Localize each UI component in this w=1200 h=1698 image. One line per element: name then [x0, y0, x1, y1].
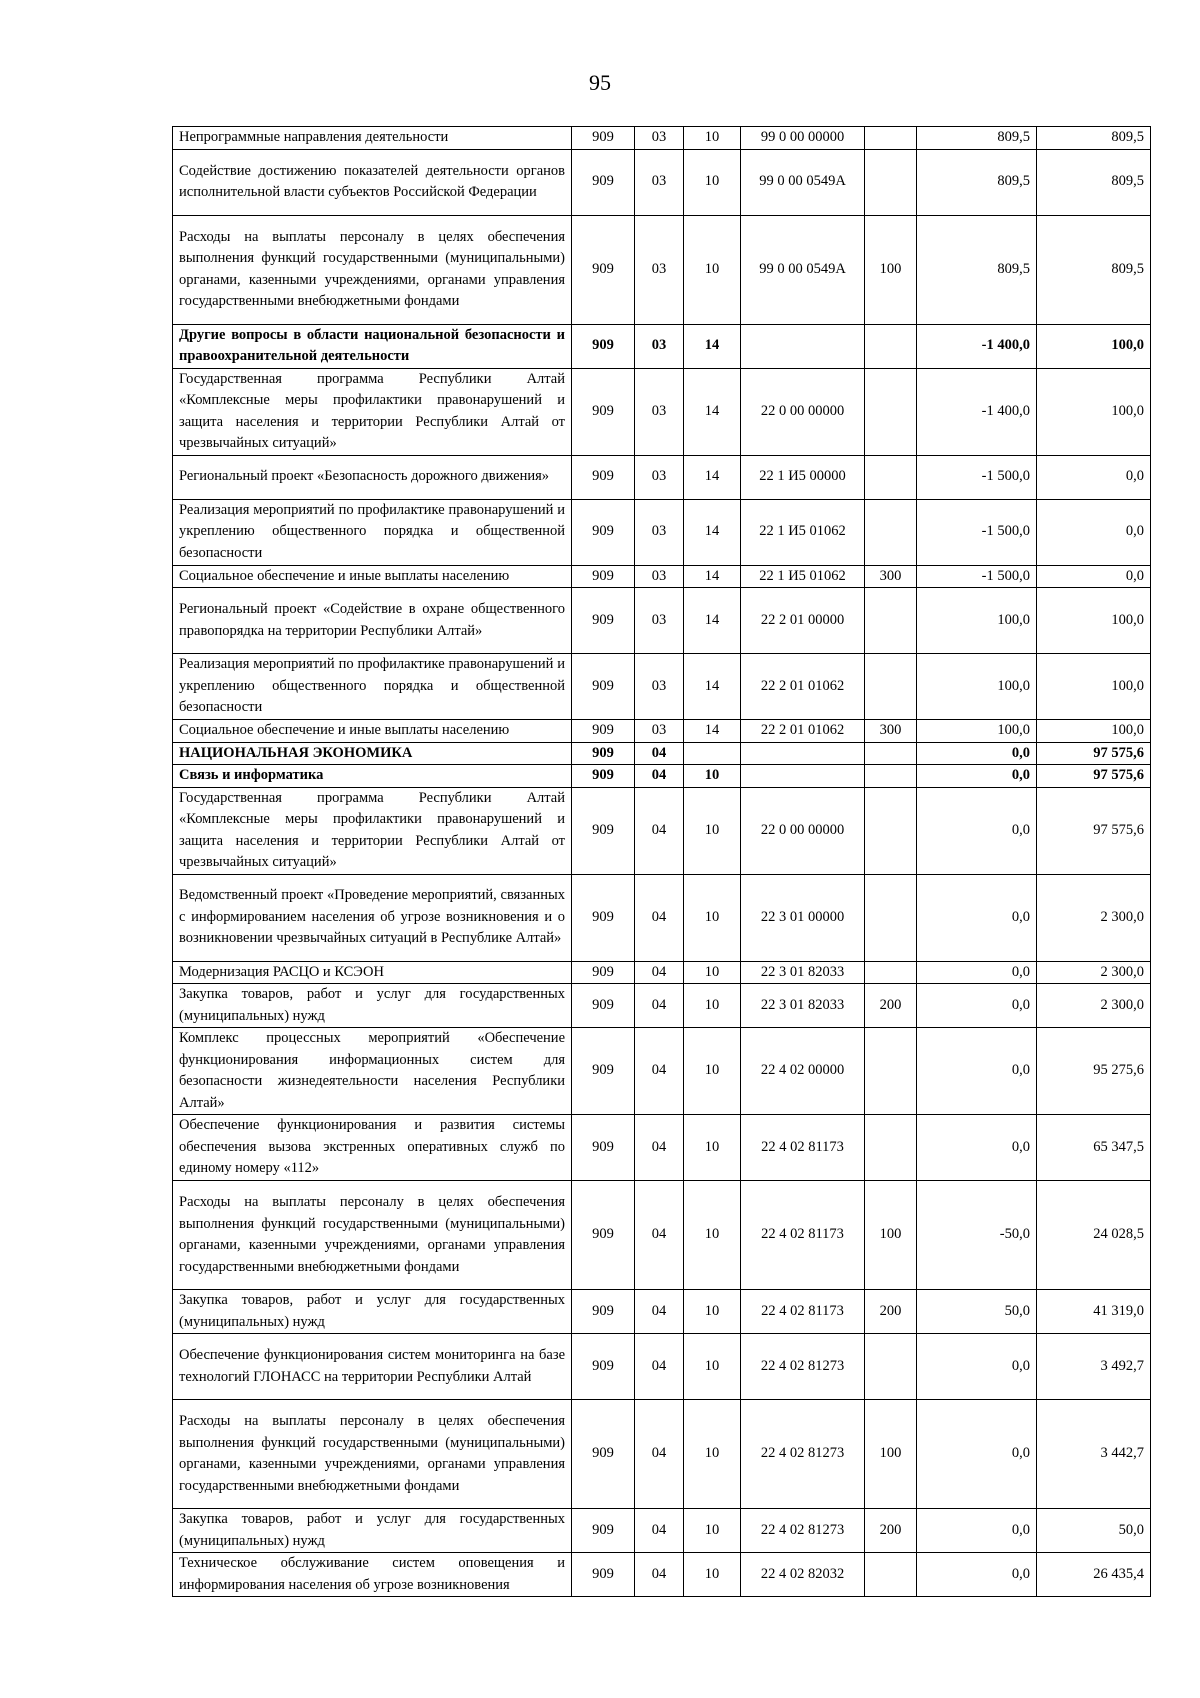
target-article-code: 22 4 02 81173 — [741, 1115, 865, 1181]
amount-change: 100,0 — [917, 654, 1037, 720]
amount-total: 809,5 — [1037, 149, 1151, 215]
amount-change: 0,0 — [917, 1028, 1037, 1115]
amount-total: 0,0 — [1037, 499, 1151, 565]
row-description: Закупка товаров, работ и услуг для государственных (муниципальных) нужд — [173, 984, 572, 1028]
expense-type-code — [865, 765, 917, 788]
expense-type-code — [865, 1334, 917, 1400]
target-article-code: 22 4 02 00000 — [741, 1028, 865, 1115]
table-row — [173, 984, 1151, 1028]
row-description: Расходы на выплаты персоналу в целях обеспечения выполнения функций государственными (муниципальными) органами, казенными учреждениями, органами управления государственными внебюджетными фондами — [173, 1400, 572, 1509]
expense-type-code — [865, 961, 917, 984]
subsection-code: 10 — [684, 1400, 741, 1509]
amount-change: 0,0 — [917, 961, 1037, 984]
row-description: Региональный проект «Содействие в охране общественного правопорядка на территории Республики Алтай» — [173, 588, 572, 654]
section-code: 04 — [635, 742, 684, 765]
department-code: 909 — [572, 654, 635, 720]
department-code: 909 — [572, 1553, 635, 1597]
amount-total: 97 575,6 — [1037, 742, 1151, 765]
expense-type-code — [865, 499, 917, 565]
table-row — [173, 765, 1151, 788]
department-code: 909 — [572, 565, 635, 588]
target-article-code: 22 1 И5 01062 — [741, 499, 865, 565]
subsection-code: 10 — [684, 1115, 741, 1181]
table-row — [173, 1028, 1151, 1115]
subsection-code: 14 — [684, 455, 741, 499]
table-row — [173, 455, 1151, 499]
expense-type-code — [865, 588, 917, 654]
amount-change: 100,0 — [917, 588, 1037, 654]
department-code: 909 — [572, 874, 635, 961]
section-code: 04 — [635, 961, 684, 984]
amount-total: 0,0 — [1037, 455, 1151, 499]
amount-total: 3 492,7 — [1037, 1334, 1151, 1400]
subsection-code: 14 — [684, 720, 741, 743]
table-row — [173, 127, 1151, 150]
subsection-code: 10 — [684, 127, 741, 150]
subsection-code: 14 — [684, 565, 741, 588]
row-description: Региональный проект «Безопасность дорожного движения» — [173, 455, 572, 499]
row-description: Ведомственный проект «Проведение мероприятий, связанных с информированием населения об угрозе возникновения и о возникновении чрезвычайных ситуаций в Республике Алтай» — [173, 874, 572, 961]
row-description: Обеспечение функционирования систем мониторинга на базе технологий ГЛОНАСС на территории Республики Алтай — [173, 1334, 572, 1400]
amount-total: 100,0 — [1037, 720, 1151, 743]
amount-change: 100,0 — [917, 720, 1037, 743]
row-description: Содействие достижению показателей деятельности органов исполнительной власти субъектов Российской Федерации — [173, 149, 572, 215]
department-code: 909 — [572, 215, 635, 324]
row-description: Комплекс процессных мероприятий «Обеспечение функционирования информационных систем для безопасности жизнедеятельности населения Республики Алтай» — [173, 1028, 572, 1115]
table-row — [173, 787, 1151, 874]
amount-total: 2 300,0 — [1037, 984, 1151, 1028]
table-row — [173, 961, 1151, 984]
section-code: 03 — [635, 654, 684, 720]
department-code: 909 — [572, 742, 635, 765]
amount-change: -1 500,0 — [917, 565, 1037, 588]
amount-total: 809,5 — [1037, 127, 1151, 150]
row-description: Социальное обеспечение и иные выплаты населению — [173, 720, 572, 743]
subsection-code: 14 — [684, 368, 741, 455]
amount-total: 3 442,7 — [1037, 1400, 1151, 1509]
row-description: Государственная программа Республики Алтай «Комплексные меры профилактики правонарушений и защита населения и территории Республики Алтай от чрезвычайных ситуаций» — [173, 368, 572, 455]
amount-total: 2 300,0 — [1037, 874, 1151, 961]
section-code: 04 — [635, 1553, 684, 1597]
row-description: Закупка товаров, работ и услуг для государственных (муниципальных) нужд — [173, 1509, 572, 1553]
subsection-code: 10 — [684, 215, 741, 324]
table-row — [173, 588, 1151, 654]
amount-total: 50,0 — [1037, 1509, 1151, 1553]
amount-total: 97 575,6 — [1037, 787, 1151, 874]
row-description: НАЦИОНАЛЬНАЯ ЭКОНОМИКА — [173, 742, 572, 765]
row-description: Расходы на выплаты персоналу в целях обеспечения выполнения функций государственными (муниципальными) органами, казенными учреждениями, органами управления государственными внебюджетными фондами — [173, 1181, 572, 1290]
section-code: 04 — [635, 765, 684, 788]
table-row — [173, 368, 1151, 455]
amount-total: 65 347,5 — [1037, 1115, 1151, 1181]
amount-change: 0,0 — [917, 1334, 1037, 1400]
department-code: 909 — [572, 1290, 635, 1334]
department-code: 909 — [572, 149, 635, 215]
department-code: 909 — [572, 984, 635, 1028]
row-description: Связь и информатика — [173, 765, 572, 788]
subsection-code: 10 — [684, 765, 741, 788]
row-description: Техническое обслуживание систем оповещения и информирования населения об угрозе возникновения — [173, 1553, 572, 1597]
target-article-code: 22 2 01 01062 — [741, 720, 865, 743]
section-code: 04 — [635, 1181, 684, 1290]
subsection-code: 14 — [684, 499, 741, 565]
amount-total: 2 300,0 — [1037, 961, 1151, 984]
amount-change: -1 500,0 — [917, 455, 1037, 499]
subsection-code: 14 — [684, 654, 741, 720]
row-description: Расходы на выплаты персоналу в целях обеспечения выполнения функций государственными (муниципальными) органами, казенными учреждениями, органами управления государственными внебюджетными фондами — [173, 215, 572, 324]
department-code: 909 — [572, 787, 635, 874]
target-article-code: 22 3 01 82033 — [741, 961, 865, 984]
department-code: 909 — [572, 1334, 635, 1400]
row-description: Обеспечение функционирования и развития системы обеспечения вызова экстренных оперативных служб по единому номеру «112» — [173, 1115, 572, 1181]
section-code: 03 — [635, 720, 684, 743]
section-code: 04 — [635, 1290, 684, 1334]
amount-change: 0,0 — [917, 1115, 1037, 1181]
subsection-code — [684, 742, 741, 765]
target-article-code: 99 0 00 00000 — [741, 127, 865, 150]
expense-type-code — [865, 874, 917, 961]
department-code: 909 — [572, 1115, 635, 1181]
expense-type-code — [865, 127, 917, 150]
amount-total: 100,0 — [1037, 368, 1151, 455]
amount-change: 0,0 — [917, 1553, 1037, 1597]
amount-change: 50,0 — [917, 1290, 1037, 1334]
department-code: 909 — [572, 368, 635, 455]
department-code: 909 — [572, 1509, 635, 1553]
page-number: 95 — [589, 70, 611, 95]
expense-type-code: 300 — [865, 720, 917, 743]
row-description: Реализация мероприятий по профилактике правонарушений и укреплению общественного порядка и общественной безопасности — [173, 499, 572, 565]
expense-type-code — [865, 1553, 917, 1597]
amount-change: 0,0 — [917, 742, 1037, 765]
subsection-code: 10 — [684, 984, 741, 1028]
subsection-code: 10 — [684, 787, 741, 874]
amount-change: 809,5 — [917, 127, 1037, 150]
amount-change: 809,5 — [917, 215, 1037, 324]
section-code: 03 — [635, 588, 684, 654]
table-row — [173, 149, 1151, 215]
target-article-code: 22 4 02 81173 — [741, 1290, 865, 1334]
table-row — [173, 742, 1151, 765]
target-article-code: 22 0 00 00000 — [741, 787, 865, 874]
table-body — [173, 127, 1151, 1597]
target-article-code: 22 4 02 81173 — [741, 1181, 865, 1290]
table-row — [173, 215, 1151, 324]
amount-total: 809,5 — [1037, 215, 1151, 324]
amount-change: 0,0 — [917, 874, 1037, 961]
amount-change: 0,0 — [917, 984, 1037, 1028]
department-code: 909 — [572, 455, 635, 499]
expense-type-code — [865, 1115, 917, 1181]
expense-type-code — [865, 742, 917, 765]
target-article-code: 22 2 01 00000 — [741, 588, 865, 654]
amount-total: 26 435,4 — [1037, 1553, 1151, 1597]
section-code: 03 — [635, 215, 684, 324]
subsection-code: 14 — [684, 588, 741, 654]
amount-change: -1 500,0 — [917, 499, 1037, 565]
table-row — [173, 1290, 1151, 1334]
section-code: 04 — [635, 1334, 684, 1400]
department-code: 909 — [572, 961, 635, 984]
department-code: 909 — [572, 324, 635, 368]
target-article-code: 22 4 02 81273 — [741, 1400, 865, 1509]
department-code: 909 — [572, 127, 635, 150]
section-code: 03 — [635, 368, 684, 455]
amount-change: 0,0 — [917, 1400, 1037, 1509]
section-code: 03 — [635, 149, 684, 215]
amount-total: 95 275,6 — [1037, 1028, 1151, 1115]
subsection-code: 10 — [684, 149, 741, 215]
department-code: 909 — [572, 1181, 635, 1290]
amount-change: 0,0 — [917, 1509, 1037, 1553]
expense-type-code: 100 — [865, 215, 917, 324]
table-row — [173, 874, 1151, 961]
section-code: 03 — [635, 499, 684, 565]
row-description: Другие вопросы в области национальной безопасности и правоохранительной деятельности — [173, 324, 572, 368]
target-article-code: 22 0 00 00000 — [741, 368, 865, 455]
subsection-code: 10 — [684, 1334, 741, 1400]
amount-total: 24 028,5 — [1037, 1181, 1151, 1290]
subsection-code: 10 — [684, 1181, 741, 1290]
section-code: 04 — [635, 1115, 684, 1181]
row-description: Реализация мероприятий по профилактике правонарушений и укреплению общественного порядка и общественной безопасности — [173, 654, 572, 720]
target-article-code — [741, 324, 865, 368]
expense-type-code: 100 — [865, 1400, 917, 1509]
amount-total: 100,0 — [1037, 588, 1151, 654]
expense-type-code: 300 — [865, 565, 917, 588]
expense-type-code — [865, 787, 917, 874]
table-row — [173, 654, 1151, 720]
department-code: 909 — [572, 499, 635, 565]
table-row — [173, 1509, 1151, 1553]
amount-change: -1 400,0 — [917, 324, 1037, 368]
amount-change: 0,0 — [917, 765, 1037, 788]
row-description: Закупка товаров, работ и услуг для государственных (муниципальных) нужд — [173, 1290, 572, 1334]
row-description: Социальное обеспечение и иные выплаты населению — [173, 565, 572, 588]
section-code: 04 — [635, 1509, 684, 1553]
subsection-code: 10 — [684, 961, 741, 984]
table-row — [173, 1400, 1151, 1509]
expense-type-code — [865, 324, 917, 368]
amount-change: 0,0 — [917, 787, 1037, 874]
expense-type-code: 100 — [865, 1181, 917, 1290]
row-description: Непрограммные направления деятельности — [173, 127, 572, 150]
expense-type-code: 200 — [865, 1290, 917, 1334]
target-article-code: 22 2 01 01062 — [741, 654, 865, 720]
expense-type-code — [865, 455, 917, 499]
target-article-code — [741, 742, 865, 765]
subsection-code: 10 — [684, 1509, 741, 1553]
table-row — [173, 1334, 1151, 1400]
section-code: 04 — [635, 787, 684, 874]
department-code: 909 — [572, 720, 635, 743]
target-article-code: 22 1 И5 01062 — [741, 565, 865, 588]
table-row — [173, 499, 1151, 565]
subsection-code: 14 — [684, 324, 741, 368]
amount-total: 97 575,6 — [1037, 765, 1151, 788]
department-code: 909 — [572, 1400, 635, 1509]
budget-table — [172, 126, 1151, 1597]
target-article-code — [741, 765, 865, 788]
section-code: 04 — [635, 984, 684, 1028]
expense-type-code — [865, 1028, 917, 1115]
amount-total: 100,0 — [1037, 324, 1151, 368]
target-article-code: 22 4 02 81273 — [741, 1334, 865, 1400]
table-row — [173, 720, 1151, 743]
target-article-code: 22 4 02 81273 — [741, 1509, 865, 1553]
subsection-code: 10 — [684, 1290, 741, 1334]
section-code: 03 — [635, 324, 684, 368]
target-article-code: 22 3 01 00000 — [741, 874, 865, 961]
expense-type-code — [865, 654, 917, 720]
expense-type-code — [865, 368, 917, 455]
table-row — [173, 1553, 1151, 1597]
expense-type-code: 200 — [865, 1509, 917, 1553]
section-code: 04 — [635, 1028, 684, 1115]
amount-total: 100,0 — [1037, 654, 1151, 720]
amount-change: -1 400,0 — [917, 368, 1037, 455]
amount-total: 0,0 — [1037, 565, 1151, 588]
amount-change: 809,5 — [917, 149, 1037, 215]
subsection-code: 10 — [684, 1028, 741, 1115]
section-code: 03 — [635, 565, 684, 588]
row-description: Государственная программа Республики Алтай «Комплексные меры профилактики правонарушений и защита населения и территории Республики Алтай от чрезвычайных ситуаций» — [173, 787, 572, 874]
target-article-code: 99 0 00 0549A — [741, 215, 865, 324]
section-code: 03 — [635, 127, 684, 150]
target-article-code: 22 1 И5 00000 — [741, 455, 865, 499]
expense-type-code: 200 — [865, 984, 917, 1028]
table-row — [173, 1181, 1151, 1290]
target-article-code: 22 3 01 82033 — [741, 984, 865, 1028]
table-row — [173, 565, 1151, 588]
section-code: 04 — [635, 874, 684, 961]
section-code: 03 — [635, 455, 684, 499]
section-code: 04 — [635, 1400, 684, 1509]
department-code: 909 — [572, 765, 635, 788]
table-row — [173, 1115, 1151, 1181]
department-code: 909 — [572, 588, 635, 654]
amount-total: 41 319,0 — [1037, 1290, 1151, 1334]
subsection-code: 10 — [684, 874, 741, 961]
department-code: 909 — [572, 1028, 635, 1115]
target-article-code: 22 4 02 82032 — [741, 1553, 865, 1597]
subsection-code: 10 — [684, 1553, 741, 1597]
target-article-code: 99 0 00 0549A — [741, 149, 865, 215]
row-description: Модернизация РАСЦО и КСЭОН — [173, 961, 572, 984]
expense-type-code — [865, 149, 917, 215]
amount-change: -50,0 — [917, 1181, 1037, 1290]
table-row — [173, 324, 1151, 368]
